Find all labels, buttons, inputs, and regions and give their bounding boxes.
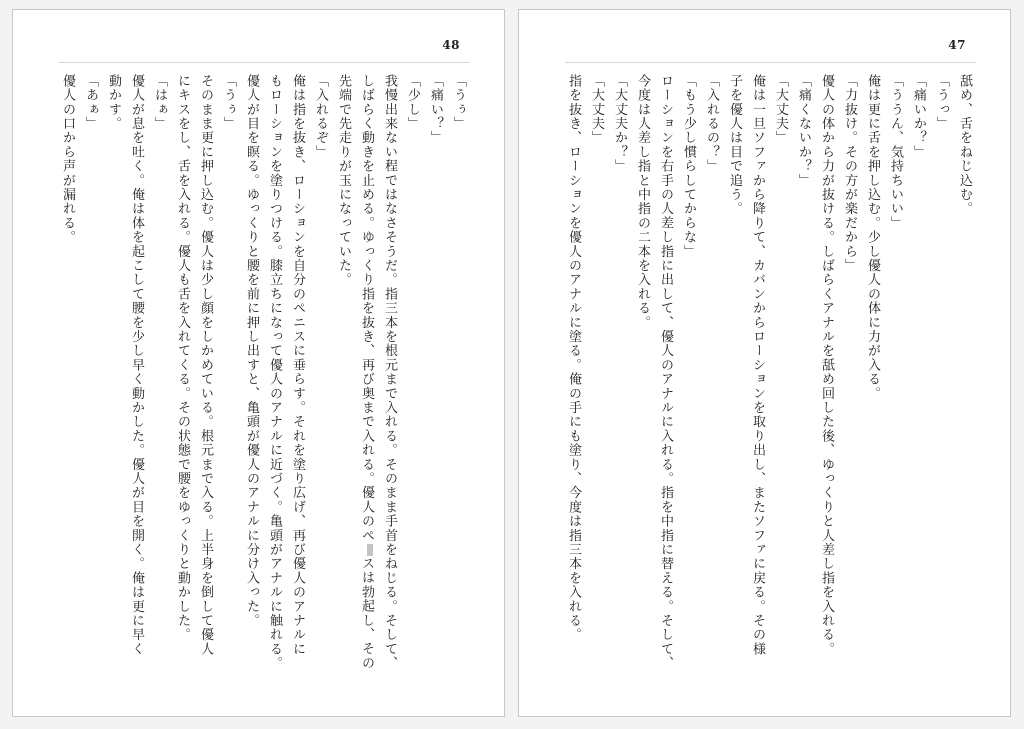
text-line: 「大丈夫か？」 [612,74,627,174]
text-line: 優人の口から声が漏れる。 [60,74,75,245]
text-line: 「入れるの？」 [704,74,719,174]
text-line: 今度は人差し指と中指の二本を入れる。 [635,74,650,330]
text-line: 子を優人は目で追う。 [727,74,742,216]
text-line: にキスをし、舌を入れる。優人も舌を入れてくる。その状態で腰をゆっくりと動かした。 [175,74,190,642]
text-line: 「あぁ」 [83,74,98,131]
text-line: 「力抜け。その方が楽だから」 [842,74,857,273]
text-line: そのまま更に押し込む。優人は少し顔をしかめている。根元まで入る。上半身を倒して優人 [198,74,213,657]
redaction-mark [367,544,373,556]
text-line: 「入れるぞ」 [313,74,328,160]
text-line: 「痛い？」 [428,74,443,145]
text-line: 舐め、舌をねじ込む。 [957,74,972,216]
text-line: 指を抜き、ローションを優人のアナルに塗る。俺の手にも塗り、今度は指三本を入れる。 [566,74,581,642]
text-line: 「痛くないか？」 [796,74,811,188]
text-line: 「もう少し慣らしてからな」 [681,74,696,259]
text-line: ローションを右手の人差し指に出して、優人のアナルに入れる。指を中指に替える。そして、 [658,74,673,671]
text-line: 「大丈夫」 [589,74,604,145]
text-line: 優人が息を吐く。俺は体を起こして腰を少し早く動かした。優人が目を開く。俺は更に早く [129,74,144,657]
text-line: 「ううん、気持ちいい」 [888,74,903,231]
text-line-start: しばらく動きを止める。ゆっくり指を抜き、再び奥まで入れる。優人のペ [359,74,374,543]
text-line: 「大丈夫」 [773,74,788,145]
text-line-end: スは勃起し、その [359,556,374,671]
text-line: 我慢出来ない程ではなさそうだ。指三本を根元まで入れる。そのまま手首をねじる。そして、 [382,74,397,671]
text-line: 「はぁ」 [152,74,167,131]
text-line: 俺は更に舌を押し込む。少し優人の体に力が入る。 [865,74,880,401]
text-line: 俺は指を抜き、ローションを自分のペニスに垂らす。それを塗り広げ、再び優人のアナルに [290,74,305,657]
header-rule [59,62,470,63]
text-line: 優人の体から力が抜ける。しばらくアナルを舐め回した後、ゆっくりと人差し指を入れる。 [819,74,834,657]
text-line: 優人が目を瞑る。ゆっくりと腰を前に押し出すと、亀頭が優人のアナルに分け入った。 [244,74,259,628]
text-line: 「うっ」 [934,74,949,131]
page-48 [12,9,505,717]
text-line: 「少し」 [405,74,420,131]
text-line: 先端で先走りが玉になっていた。 [336,74,351,287]
text-line: 俺は一旦ソファから降りて、カバンからローションを取り出し、またソファに戻る。その様 [750,74,765,657]
page-47 [518,9,1011,717]
page-body-text [56,74,470,684]
page-number: 47 [948,38,966,52]
text-line: 動かす。 [106,74,121,131]
page-number: 48 [442,38,460,52]
text-line: もローションを塗りつける。膝立ちになって優人のアナルに近づく。亀頭がアナルに触れる。 [267,74,282,671]
text-line: 「うぅ」 [451,74,466,131]
page-body-text [562,74,976,684]
text-line [355,74,378,684]
header-rule [565,62,976,63]
text-line: 「痛いか？」 [911,74,926,160]
text-line: 「うぅ」 [221,74,236,131]
